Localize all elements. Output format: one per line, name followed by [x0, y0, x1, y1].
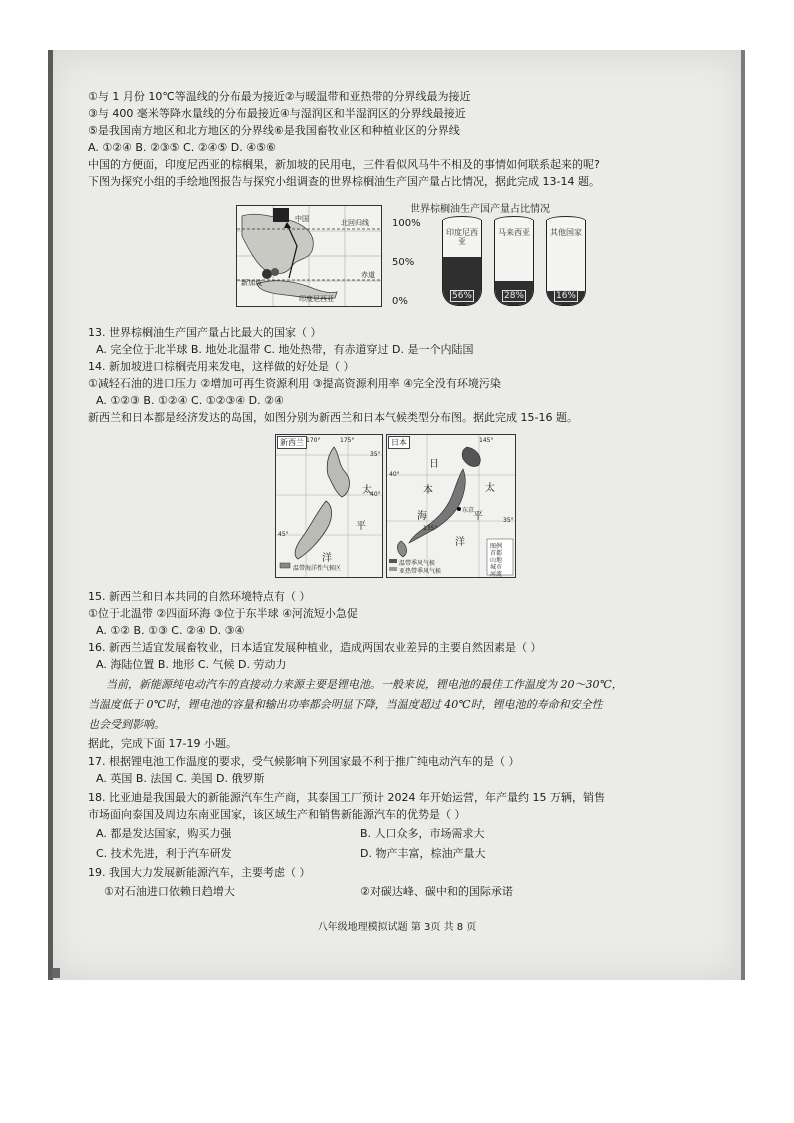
- statement-5-6: ⑤是我国南方地区和北方地区的分界线⑥是我国畜牧业区和种植业区的分界线: [88, 124, 460, 137]
- y-tick-50: 50%: [392, 257, 415, 268]
- narrative-line-1: 当前，新能源纯电动汽车的直接动力来源主要是锂电池。一般来说，锂电池的最佳工作温度为 20～30℃，: [106, 678, 623, 691]
- tube-bar-3: [546, 220, 586, 306]
- jp-ocean-3: 洋: [455, 537, 465, 548]
- jp-sea-2: 本: [423, 485, 433, 496]
- intro-13-14-b: 下图为探究小组的手绘地图报告与探究小组调查的世界棕榈油生产国产量占比情况，据此完成 13-14 题。: [88, 175, 600, 188]
- q18-option-d: D. 物产丰富，棕油产量大: [360, 847, 486, 860]
- q16-options: A. 海陆位置 B. 地形 C. 气候 D. 劳动力: [96, 658, 287, 671]
- y-tick-0: 0%: [392, 296, 408, 307]
- jp-lon-135: 135°: [423, 525, 438, 532]
- q14-stem: 14. 新加坡进口棕榈壳用来发电，这样做的好处是（ ）: [88, 360, 355, 373]
- jp-legend-mountain: 山地: [490, 557, 503, 564]
- palm-fruit-icon: [271, 268, 279, 276]
- tube-value-label: 56%: [451, 291, 472, 301]
- jp-lat-35: 35°: [503, 517, 514, 524]
- q12-options: A. ①②④ B. ②③⑤ C. ②④⑤ D. ④⑤⑥: [88, 141, 276, 154]
- tube-value-label: 16%: [555, 291, 576, 301]
- tube-bar-2: [494, 220, 534, 306]
- q15-items: ①位于北温带 ②四面环海 ③位于东半球 ④河流短小急促: [88, 607, 358, 620]
- hokkaido: [462, 447, 480, 467]
- statement-1-2: ①与 1 月份 10℃等温线的分布最为接近②与暖温带和亚热带的分界线最为接近: [88, 90, 471, 103]
- page-footer: 八年级地理模拟试题 第 3页 共 8 页: [317, 922, 477, 933]
- q17-options: A. 英国 B. 法国 C. 美国 D. 俄罗斯: [96, 772, 265, 785]
- nz-ocean-1: 太: [362, 485, 372, 496]
- tube-value-label: 28%: [503, 291, 524, 301]
- intro-17-19: 据此，完成下面 17-19 小题。: [88, 737, 237, 750]
- q18-stem-a: 18. 比亚迪是我国最大的新能源汽车生产商，其泰国工厂预计 2024 年开始运营，年产量约 15 万辆，销售: [88, 791, 605, 804]
- jp-legend-monsoon: 温带季风气候: [399, 560, 436, 567]
- jp-ocean-2: 平: [473, 511, 483, 522]
- chart-title: 世界棕榈油生产国产量占比情况: [410, 204, 550, 215]
- jp-lat-40: 40°: [389, 471, 400, 478]
- japan-climate-map: [386, 434, 516, 578]
- q13-options: A. 完全位于北半球 B. 地处北温带 C. 地处热带，有赤道穿过 D. 是一个内陆国: [96, 343, 474, 356]
- japan-legend-bar-1: [389, 559, 397, 563]
- nz-ocean-2: 平: [356, 521, 366, 532]
- tube-category-label: 印度尼西亚: [446, 228, 478, 246]
- tube-category-label: 马来西亚: [498, 228, 530, 237]
- q18-option-a: A. 都是发达国家，购买力强: [96, 827, 232, 840]
- equator-label: 赤道: [361, 271, 375, 279]
- narrative-line-2: 当温度低于 0℃时，锂电池的容量和输出功率都会明显下降，当温度超过 40℃时，锂电池的寿命和安全性: [88, 698, 603, 711]
- intro-15-16: 新西兰和日本都是经济发达的岛国，如图分别为新西兰和日本气候类型分布图。据此完成 15-16 题。: [88, 411, 578, 424]
- nz-legend-text: 温带海洋性气候区: [293, 565, 342, 572]
- q14-options: A. ①②③ B. ①②④ C. ①②③④ D. ②④: [96, 394, 284, 407]
- statement-3-4: ③与 400 毫米等降水量线的分布最接近④与湿润区和半湿润区的分界线最接近: [88, 107, 466, 120]
- indonesia-label: 印度尼西亚: [299, 295, 334, 303]
- nz-lat-35: 35°: [370, 451, 381, 458]
- q18-option-b: B. 人口众多，市场需求大: [360, 827, 485, 840]
- nz-lat-45: 45°: [278, 531, 289, 538]
- tube-bar-1: [442, 220, 482, 306]
- nz-lon-170: 170°: [306, 437, 321, 444]
- q14-items: ①减轻石油的进口压力 ②增加可再生资源利用 ③提高资源利用率 ④完全没有环境污染: [88, 377, 501, 390]
- jp-sea-3: 海: [417, 511, 427, 522]
- q16-stem: 16. 新西兰适宜发展畜牧业，日本适宜发展种植业，造成两国农业差异的主要自然因素是（ ）: [88, 641, 542, 654]
- jp-ocean-1: 太: [485, 483, 495, 494]
- q19-item-1: ①对石油进口依赖日趋增大: [104, 885, 235, 898]
- new-zealand-climate-map: [275, 434, 383, 578]
- jp-sea-1: 日: [429, 459, 439, 470]
- nz-ocean-3: 洋: [322, 553, 332, 564]
- q15-options: A. ①② B. ①③ C. ②④ D. ③④: [96, 624, 245, 637]
- q17-stem: 17. 根据锂电池工作温度的要求，受气候影响下列国家最不利于推广纯电动汽车的是（ ）: [88, 755, 520, 768]
- tropic-label: 北回归线: [341, 219, 369, 227]
- tube-category-label: 其他国家: [550, 228, 582, 237]
- nz-lat-40: 40°: [370, 491, 381, 498]
- jp-legend-river: 河流: [490, 571, 503, 578]
- singapore-label: 新加坡: [241, 279, 262, 287]
- q19-stem: 19. 我国大力发展新能源汽车，主要考虑（ ）: [88, 866, 311, 879]
- nz-legend-swatch: [280, 563, 290, 568]
- jp-lon-145: 145°: [479, 437, 494, 444]
- q15-stem: 15. 新西兰和日本共同的自然环境特点有（ ）: [88, 590, 311, 603]
- jp-legend-city: 城市: [490, 564, 503, 571]
- nz-lon-175: 175°: [340, 437, 355, 444]
- jp-legend-capital: 首都: [490, 550, 503, 557]
- narrative-line-3: 也会受到影响。: [88, 718, 165, 731]
- q18-option-c: C. 技术先进，利于汽车研发: [96, 847, 232, 860]
- nz-map-tag: 新西兰: [277, 436, 307, 449]
- scan-corner-mark: [52, 968, 60, 978]
- north-island: [327, 447, 349, 497]
- q13-stem: 13. 世界棕榈油生产国产量占比最大的国家（ ）: [88, 326, 322, 339]
- kyushu: [397, 541, 406, 557]
- china-icon: [273, 208, 289, 222]
- q18-stem-b: 市场面向泰国及周边东南亚国家，该区域生产和销售新能源汽车的优势是（ ）: [88, 808, 466, 821]
- q19-item-2: ②对碳达峰、碳中和的国际承诺: [360, 885, 513, 898]
- singapore-icon: [262, 269, 272, 279]
- y-tick-100: 100%: [392, 218, 421, 229]
- jp-legend-subtropical: 亚热带季风气候: [399, 568, 442, 575]
- tokyo-icon: [457, 507, 461, 511]
- intro-13-14-a: 中国的方便面，印度尼西亚的棕榈果，新加坡的民用电，三件看似风马牛不相及的事情如何联系起来的呢?: [88, 158, 600, 171]
- china-label: 中国: [295, 215, 309, 223]
- tokyo-label: 东京: [462, 507, 475, 514]
- japan-legend-bar-2: [389, 567, 397, 571]
- jp-legend-title: 图例: [490, 543, 503, 550]
- oil-palm-route-map: [236, 205, 382, 307]
- japan-map-tag: 日本: [388, 436, 410, 449]
